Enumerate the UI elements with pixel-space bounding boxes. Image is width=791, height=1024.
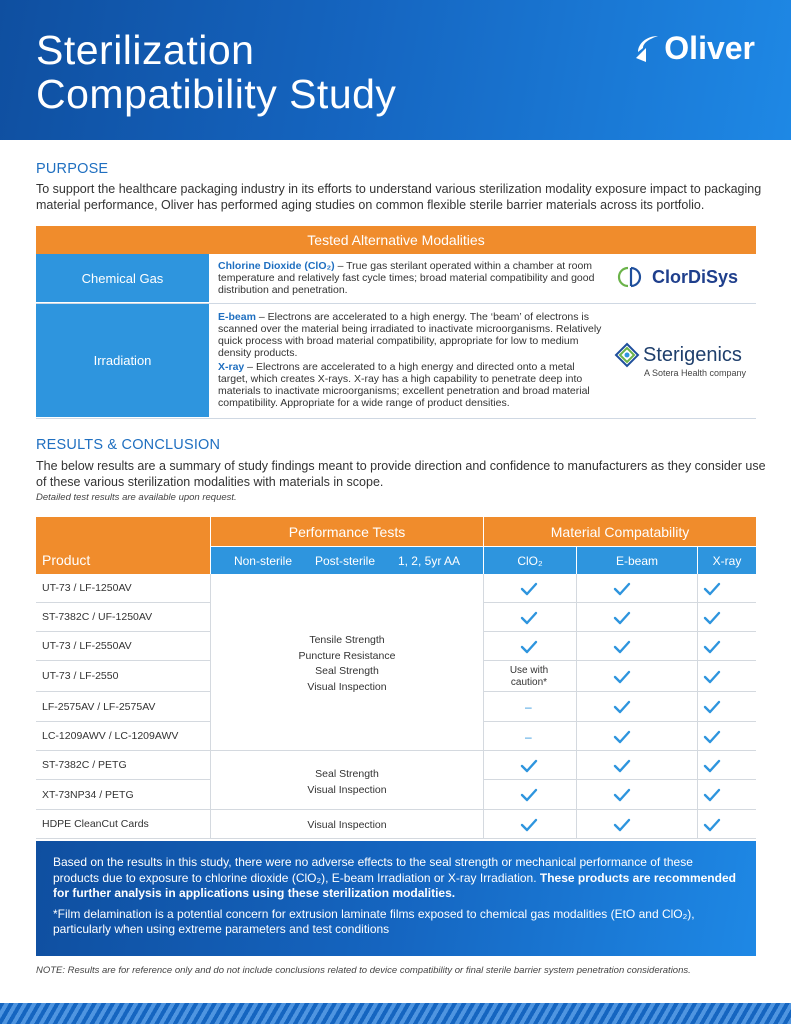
summary-footnote: *Film delamination is a potential concern for extrusion laminate films exposed to chemical gas modalities (EtO and ClO₂), particularly when using extreme parameters and test conditions <box>53 906 695 936</box>
product-cell: XT-73NP34 / PETG <box>42 788 134 801</box>
checkmark-icon <box>703 730 721 744</box>
product-cell: ST-7382C / PETG <box>42 759 127 771</box>
caution-text <box>484 665 574 689</box>
column-divider <box>576 574 577 839</box>
modality-description-xray <box>218 361 603 409</box>
checkmark-icon <box>703 640 721 654</box>
summary-text <box>53 855 740 902</box>
checkmark-icon <box>613 582 631 596</box>
checkmark-icon <box>613 759 631 773</box>
table-row <box>36 692 756 722</box>
summary-normal: Based on the results in this study, there were no adverse effects to the seal strength or mechanical performance of these products due to exposure to chlorine dioxide (ClO₂), E-beam Irradiation or X-ray Irradiation. <box>53 855 693 885</box>
test-name: Puncture Resistance <box>298 649 396 662</box>
modality-label: Chemical Gas <box>36 254 209 303</box>
merged-cell-mask <box>211 631 483 632</box>
compat-subheader-xray: X-ray <box>697 546 756 574</box>
checkmark-icon <box>703 670 721 684</box>
sterigenics-logo <box>614 342 746 378</box>
perf-subheader: Non-sterile <box>233 553 292 568</box>
title-line-1: Sterilization <box>36 27 255 73</box>
sterigenics-subtext: A Sotera Health company <box>644 368 747 378</box>
sterigenics-text: Sterigenics <box>643 343 742 366</box>
checkmark-icon <box>520 788 538 802</box>
perf-subheader: Post-sterile <box>314 553 375 568</box>
modality-description <box>218 260 603 296</box>
compat-header: Material Compatability <box>483 517 756 546</box>
merged-cell-mask <box>211 721 483 722</box>
perf-subheader-row <box>210 546 483 574</box>
product-cell: UT-73 / LF-2550 <box>42 670 119 682</box>
perf-subheader: 1, 2, 5yr AA <box>397 553 461 568</box>
test-name: Visual Inspection <box>307 783 387 796</box>
modality-row-irradiation <box>36 304 756 419</box>
product-cell: HDPE CleanCut Cards <box>42 818 149 830</box>
column-divider <box>483 574 484 839</box>
checkmark-icon <box>520 582 538 596</box>
checkmark-icon <box>613 640 631 654</box>
product-cell: UT-73 / LF-2550AV <box>42 640 132 652</box>
checkmark-icon <box>520 611 538 625</box>
results-table <box>36 517 756 841</box>
dash-mark: – <box>525 700 532 714</box>
clordisys-logo <box>614 266 738 288</box>
checkmark-icon <box>703 611 721 625</box>
purpose-text: To support the healthcare packaging industry in its efforts to understand various sterilization modality exposure impact to packaging material performance, Oliver has performed aging studies on common flexible sterile barrier materials across its portfolio. <box>36 182 762 212</box>
product-cell: LF-2575AV / LF-2575AV <box>42 700 156 713</box>
page-title <box>36 28 396 116</box>
test-group-3 <box>210 818 484 834</box>
modality-row-chemical <box>36 254 756 304</box>
checkmark-icon <box>613 670 631 684</box>
checkmark-icon <box>703 818 721 832</box>
modality-name: E-beam <box>218 311 256 323</box>
test-name: Seal Strength <box>315 768 379 780</box>
results-heading: RESULTS & CONCLUSION <box>36 437 221 453</box>
modality-text: – Electrons are accelerated to a high energy. The ‘beam’ of electrons is scanned over the material being irradiated to inactivate microorganisms. Relatively quick process with broad material compatibility, appropriate for low to medium density products. <box>218 311 602 359</box>
checkmark-icon <box>613 700 631 714</box>
product-cell: UT-73 / LF-1250AV <box>42 582 132 594</box>
checkmark-icon <box>613 730 631 744</box>
logo-text: Oliver <box>664 30 755 66</box>
test-group-2 <box>210 767 484 798</box>
modalities-heading: Tested Alternative Modalities <box>36 226 756 254</box>
purpose-heading: PURPOSE <box>36 161 109 177</box>
checkmark-icon <box>613 818 631 832</box>
column-divider <box>697 574 698 839</box>
checkmark-icon <box>703 582 721 596</box>
title-line-2: Compatibility Study <box>36 71 397 117</box>
clordisys-text: ClorDiSys <box>652 266 739 287</box>
oliver-logo <box>634 30 755 67</box>
caution-line: caution* <box>510 676 548 688</box>
test-name: Seal Strength <box>315 665 379 677</box>
performance-header: Performance Tests <box>210 517 483 546</box>
product-cell: LC-1209AWV / LC-1209AWV <box>42 730 179 742</box>
checkmark-icon <box>703 700 721 714</box>
checkmark-icon <box>613 611 631 625</box>
table-row <box>36 722 756 751</box>
header-banner <box>0 0 791 140</box>
modality-description-ebeam <box>218 311 603 359</box>
product-cell: ST-7382C / UF-1250AV <box>42 611 153 623</box>
results-text: The below results are a summary of study findings meant to provide direction and confidence to manufacturers as they consider use of these various sterilization modalities with materials in scope. <box>36 459 766 489</box>
clordisys-mark-icon <box>614 266 648 288</box>
checkmark-icon <box>703 759 721 773</box>
results-note: Detailed test results are available upon request. <box>36 492 237 503</box>
product-header: Product <box>36 517 210 574</box>
modality-text: – Electrons are accelerated to a high energy and directed onto a metal target, which creates X-rays. X-ray has a high capability to penetrate deep into materials to inactivate microorganisms; excellent penetration and broad material compatibility. Appropriate for a wide range of product densities. <box>218 361 590 409</box>
column-divider <box>210 574 211 839</box>
footer-stripe <box>0 1003 791 1024</box>
modality-label: Irradiation <box>36 304 209 418</box>
table-row <box>36 574 756 603</box>
footer-note: NOTE: Results are for reference only and do not include conclusions related to device compatibility or final sterile barrier system penetration considerations. <box>36 965 691 976</box>
checkmark-icon <box>520 818 538 832</box>
modality-name: X-ray <box>218 361 245 373</box>
modality-text: – True gas sterilant operated within a chamber at room temperature and relatively fast cycle times; broad material compatibility and good distribution and penetration. <box>218 260 595 296</box>
modalities-table <box>36 226 756 419</box>
checkmark-icon <box>703 788 721 802</box>
modality-name: Chlorine Dioxide (ClO₂) <box>218 260 335 272</box>
compat-subheader-ebeam: E-beam <box>576 546 697 574</box>
table-row <box>36 603 756 632</box>
merged-cell-mask <box>211 602 483 603</box>
test-name: Visual Inspection <box>307 819 387 831</box>
sterigenics-mark-icon <box>614 342 640 368</box>
caution-line: Use with <box>509 664 549 676</box>
dash-mark: – <box>525 729 532 744</box>
checkmark-icon <box>613 788 631 802</box>
summary-bold: These products are recommended for further analysis in applications using these sterilization modalities. <box>53 870 736 900</box>
test-group-1 <box>210 633 484 695</box>
checkmark-icon <box>520 759 538 773</box>
compat-subheader-clo2: ClO₂ <box>483 546 576 574</box>
checkmark-icon <box>520 640 538 654</box>
summary-box <box>36 841 756 956</box>
test-name: Tensile Strength <box>309 634 385 646</box>
test-name: Visual Inspection <box>307 680 387 693</box>
oliver-leaf-icon <box>634 34 660 64</box>
